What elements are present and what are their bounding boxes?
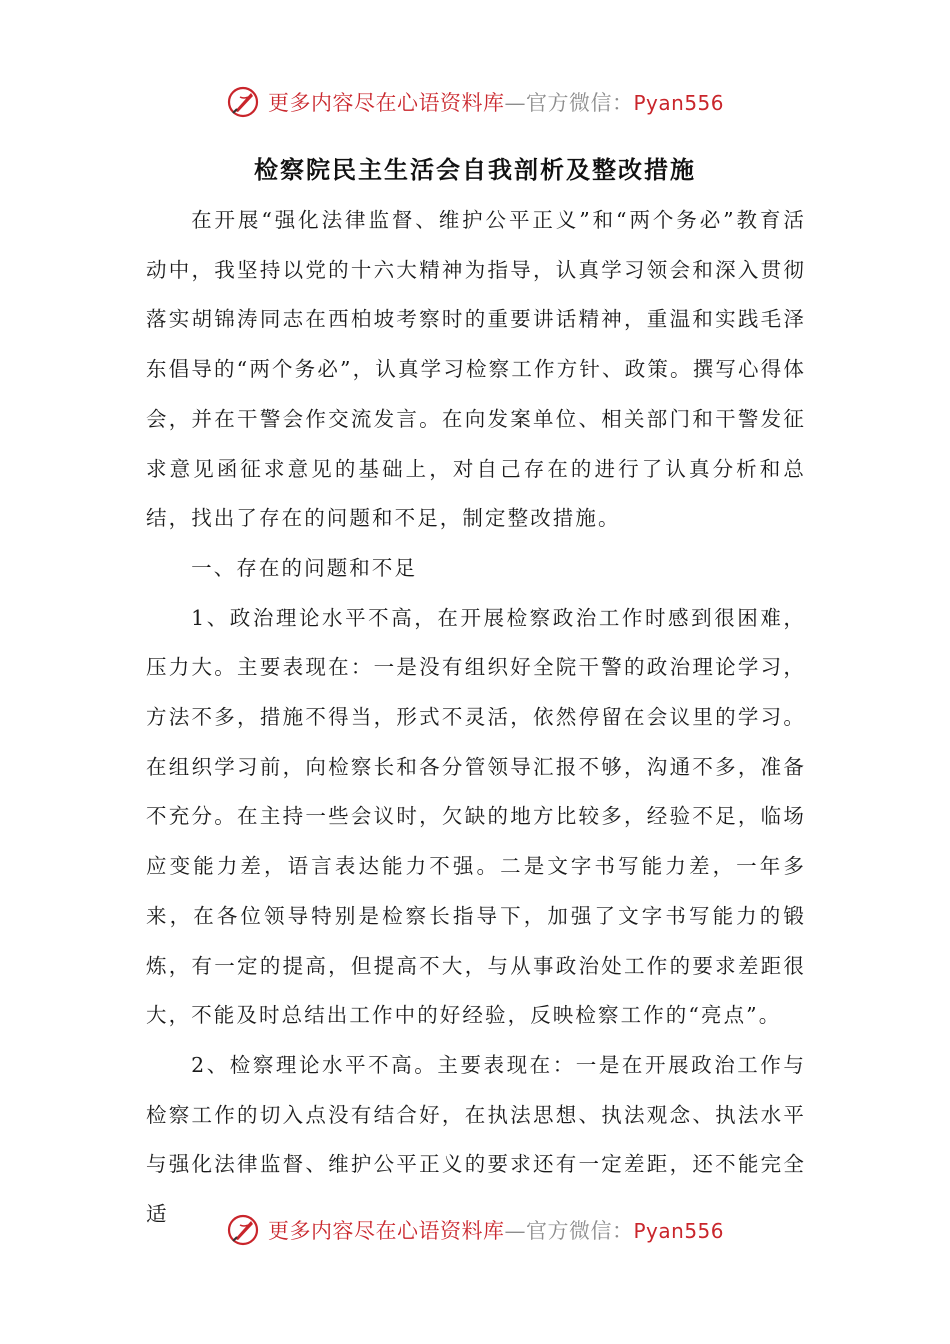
paragraph-item-1: 1、政治理论水平不高，在开展检察政治工作时感到很困难，压力大。主要表现在：一是没有组织好全院干警的政治理论学习，方法不多，措施不得当，形式不灵活，依然停留在会议里的学习。在组织学习前，向检察长和各分管领导汇报不够，沟通不多，准备不充分。在主持一些会议时，欠缺的地方比较多，经验不足，临场应变能力差，语言表达能力不强。二是文字书写能力差，一年多来，在各位领导特别是检察长指导下，加强了文字书写能力的锻炼，有一定的提高，但提高不大，与从事政治处工作的要求差距很大，不能及时总结出工作中的好经验，反映检察工作的“亮点”。 (146, 605, 806, 1028)
footer-watermark (0, 1210, 950, 1250)
quill-logo-icon (226, 1213, 260, 1247)
section-heading: 一、存在的问题和不足 (191, 555, 418, 580)
document-title: 检察院民主生活会自我剖析及整改措施 (254, 156, 696, 184)
header-watermark (0, 82, 950, 122)
paragraph-intro: 在开展“强化法律监督、维护公平正义”和“两个务必”教育活动中，我坚持以党的十六大精神为指导，认真学习领会和深入贯彻落实胡锦涛同志在西柏坡考察时的重要讲话精神，重温和实践毛泽东倡导的“两个务必”，认真学习检察工作方针、政策。撰写心得体会，并在干警会作交流发言。在向发案单位、相关部门和干警发征求意见函征求意见的基础上，对自己存在的进行了认真分析和总结，找出了存在的问题和不足，制定整改措施。 (146, 208, 806, 531)
quill-logo-icon (226, 85, 260, 119)
watermark-text: 更多内容尽在心语资料库—官方微信：Pyan556 (267, 1219, 724, 1243)
document-body (146, 196, 806, 1240)
paragraph-item-2: 2、检察理论水平不高。主要表现在：一是在开展政治工作与检察工作的切入点没有结合好，在执法思想、执法观念、执法水平与强化法律监督、维护公平正义的要求还有一定差距，还不能完全适 (146, 1052, 806, 1227)
watermark-text: 更多内容尽在心语资料库—官方微信：Pyan556 (267, 91, 724, 115)
